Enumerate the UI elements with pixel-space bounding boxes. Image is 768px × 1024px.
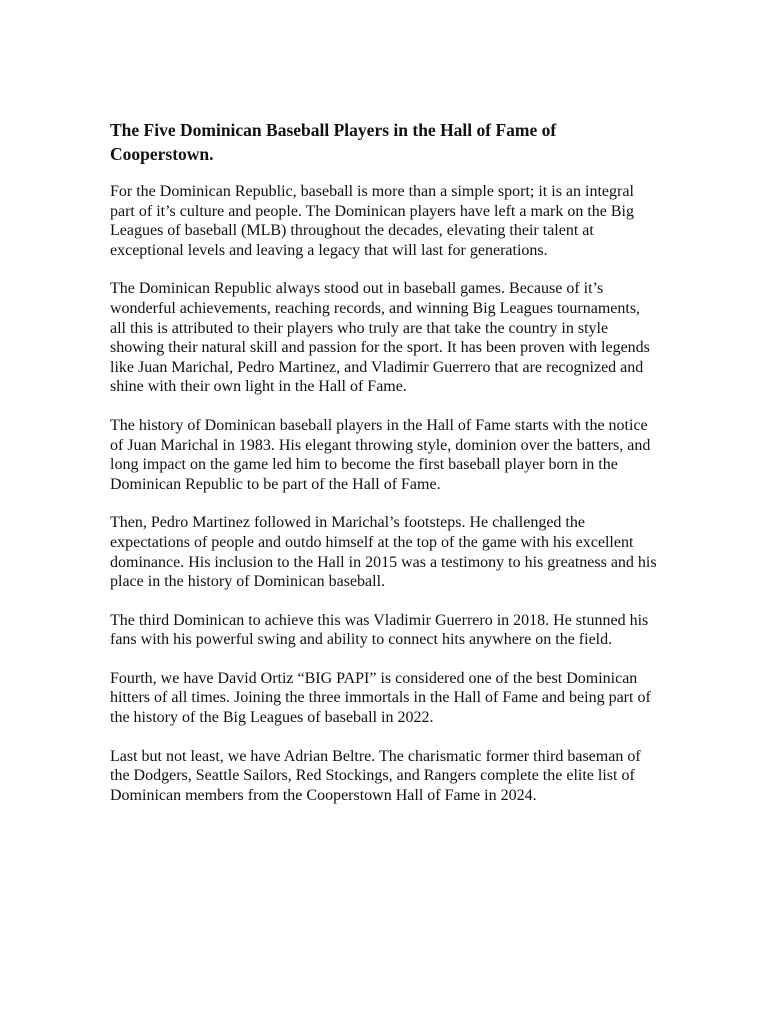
document-page — [110, 118, 660, 824]
document-title: The Five Dominican Baseball Players in the Hall of Fame of Cooperstown. — [110, 120, 557, 164]
paragraph-martinez: Then, Pedro Martinez followed in Marichal’s footsteps. He challenged the expectations of people and outdo himself at the top of the game with his excellent dominance. His inclusion to the Hall in 2015 was a testimony to his greatness and his place in the history of Dominican baseball. — [110, 514, 657, 591]
paragraph-guerrero: The third Dominican to achieve this was Vladimir Guerrero in 2018. He stunned his fans with his powerful swing and ability to connect hits anywhere on the field. — [110, 611, 649, 649]
paragraph-beltre: Last but not least, we have Adrian Beltre. The charismatic former third baseman of the Dodgers, Seattle Sailors, Red Stockings, and Rangers complete the elite list of Dominican members from the Cooperstown Hall of Fame in 2024. — [110, 747, 641, 804]
paragraph-achievements: The Dominican Republic always stood out in baseball games. Because of it’s wonderful achievements, reaching records, and winning Big Leagues tournaments, all this is attributed to their players who truly are that take the country in style showing their natural skill and passion for the sport. It has been proven with legends like Juan Marichal, Pedro Martinez, and Vladimir Guerrero that are recognized and shine with their own light in the Hall of Fame. — [110, 280, 650, 396]
paragraph-intro: For the Dominican Republic, baseball is more than a simple sport; it is an integral part of it’s culture and people. The Dominican players have left a mark on the Big Leagues of baseball (MLB) throughout the decades, elevating their talent at exceptional levels and leaving a legacy that will last for generations. — [110, 183, 634, 259]
paragraph-marichal: The history of Dominican baseball players in the Hall of Fame starts with the notice of Juan Marichal in 1983. His elegant throwing style, dominion over the batters, and long impact on the game led him to become the first baseball player born in the Dominican Republic to be part of the Hall of Fame. — [110, 416, 651, 493]
paragraph-ortiz: Fourth, we have David Ortiz “BIG PAPI” is considered one of the best Dominican hitters of all times. Joining the three immortals in the Hall of Fame and being part of the history of the Big Leagues of baseball in 2022. — [110, 669, 651, 727]
